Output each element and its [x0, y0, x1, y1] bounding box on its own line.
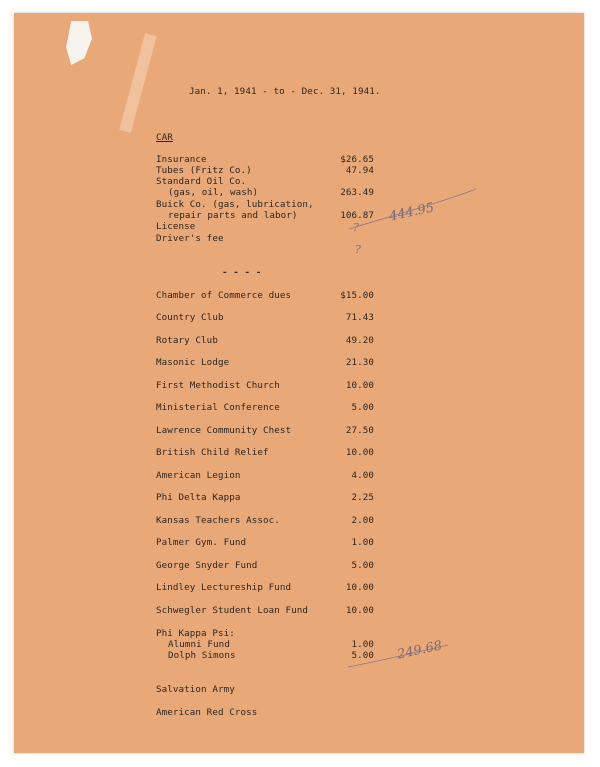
dues-item-label: First Methodist Church: [156, 380, 280, 391]
car-item-label: (gas, oil, wash): [168, 187, 259, 198]
phi-kappa-psi-item-amount: 1.00: [351, 639, 374, 650]
dues-item-amount: 2.00: [351, 515, 374, 526]
car-item-amount: 106.87: [340, 210, 374, 221]
dues-item-amount: 5.00: [351, 402, 374, 413]
document-page: [14, 13, 584, 753]
dues-item-amount: 4.00: [351, 470, 374, 481]
dues-item-label: Lawrence Community Chest: [156, 425, 292, 436]
car-item-amount: $26.65: [340, 154, 374, 165]
handwritten-car-total: 444.95: [387, 200, 436, 225]
car-item-label: License: [156, 221, 196, 232]
dues-item-amount: 10.00: [345, 582, 374, 593]
car-item-amount: 263.49: [340, 187, 374, 198]
dues-item-amount: $15.00: [340, 290, 374, 301]
dues-item-label: American Legion: [156, 470, 241, 481]
car-item-label: Insurance: [156, 154, 207, 165]
dues-item-label: Country Club: [156, 312, 224, 323]
phi-kappa-psi-item-label: Dolph Simons: [168, 650, 236, 661]
footer-item: American Red Cross: [156, 707, 258, 718]
dues-item-amount: 10.00: [345, 447, 374, 458]
dues-item-amount: 10.00: [345, 380, 374, 391]
car-item-label: Tubes (Fritz Co.): [156, 165, 252, 176]
dues-item-label: Lindley Lectureship Fund: [156, 582, 292, 593]
dues-item-amount: 1.00: [351, 537, 374, 548]
date-range: Jan. 1, 1941 - to - Dec. 31, 1941.: [189, 86, 381, 97]
dues-item-amount: 27.50: [345, 425, 374, 436]
dues-item-amount: 49.20: [345, 335, 374, 346]
handwritten-dues-total: 249.68: [395, 638, 444, 663]
car-item-label: repair parts and labor): [168, 210, 298, 221]
dues-item-label: Palmer Gym. Fund: [156, 537, 247, 548]
dues-item-label: George Snyder Fund: [156, 560, 258, 571]
phi-kappa-psi-item-label: Alumni Fund: [168, 639, 230, 650]
dues-item-label: Kansas Teachers Assoc.: [156, 515, 280, 526]
dues-item-label: British Child Relief: [156, 447, 269, 458]
car-item-label: Standard Oil Co.: [156, 176, 247, 187]
dues-item-label: Ministerial Conference: [156, 402, 280, 413]
question-mark-annotation: ?: [355, 243, 361, 256]
dues-item-label: Phi Delta Kappa: [156, 492, 241, 503]
question-mark-annotation: ?: [353, 221, 359, 234]
phi-kappa-psi-item-amount: 5.00: [351, 650, 374, 661]
paper-stain: [119, 33, 156, 133]
car-item-label: Driver's fee: [156, 233, 224, 244]
car-heading: CAR: [156, 132, 173, 143]
dues-item-label: Chamber of Commerce dues: [156, 290, 292, 301]
section-separator: - - - -: [222, 267, 262, 278]
dues-item-label: Rotary Club: [156, 335, 218, 346]
dues-item-label: Masonic Lodge: [156, 357, 230, 368]
dues-item-amount: 5.00: [351, 560, 374, 571]
car-item-label: Buick Co. (gas, lubrication,: [156, 199, 314, 210]
dues-item-amount: 10.00: [345, 605, 374, 616]
dues-item-amount: 71.43: [345, 312, 374, 323]
dues-item-amount: 21.30: [345, 357, 374, 368]
car-item-amount: 47.94: [345, 165, 374, 176]
footer-item: Salvation Army: [156, 684, 235, 695]
dues-item-label: Schwegler Student Loan Fund: [156, 605, 309, 616]
torn-corner: [66, 21, 92, 65]
dues-item-amount: 2.25: [351, 492, 374, 503]
phi-kappa-psi-heading: Phi Kappa Psi:: [156, 628, 235, 639]
